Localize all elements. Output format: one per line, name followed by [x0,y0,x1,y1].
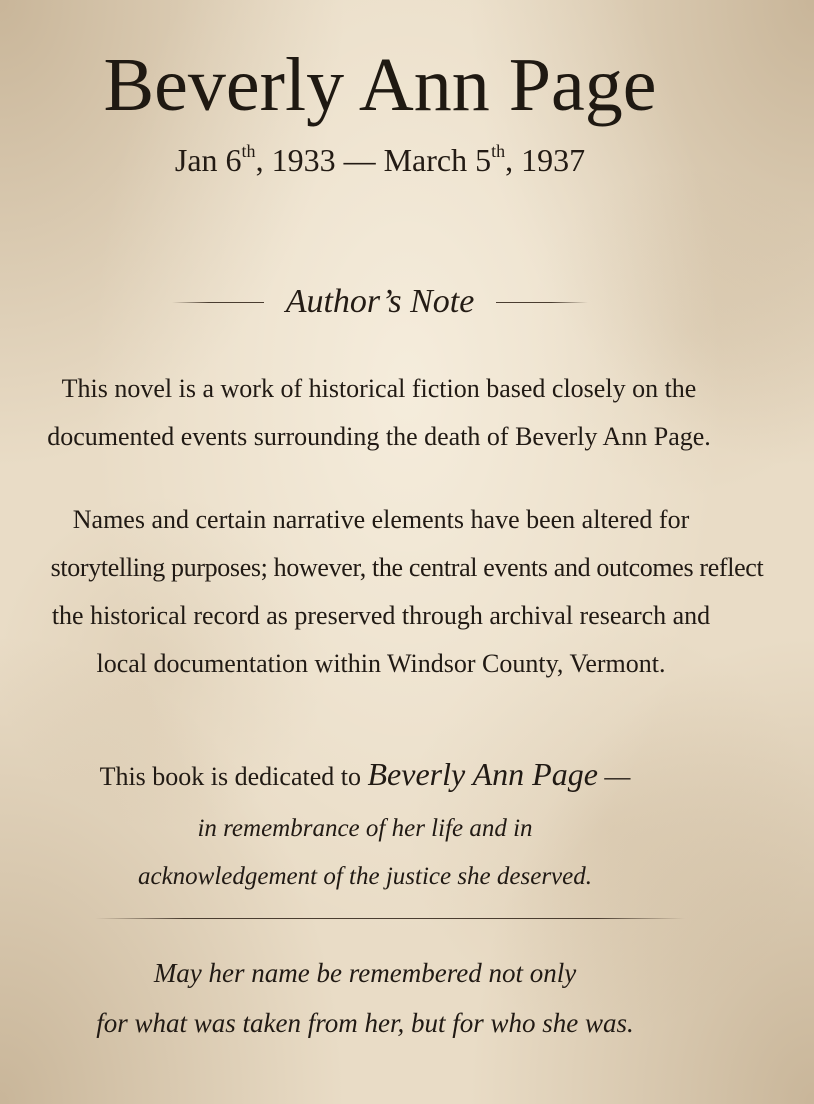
closing-line: for what was taken from her, but for who she was. [96,1008,634,1038]
paragraph-line: documented events surrounding the death of Beverly Ann Page. [47,422,711,451]
dedication-name: Beverly Ann Page [367,756,598,792]
death-year: , 1937 [505,142,586,178]
paragraph-line: the historical record as preserved through archival research and [51,601,711,630]
paragraph-line: Names and certain narrative elements have been altered for [72,505,690,534]
paragraph-line: storytelling purposes; however, the central events and outcomes reflect [50,553,764,582]
dedication-suffix: — [597,762,631,791]
heading-rule-right [496,302,588,303]
paragraph-line: This novel is a work of historical fiction based closely on the [61,374,697,403]
authors-note-paragraph-1 [0,365,786,461]
dedication-line: acknowledgement of the justice she deserved. [137,863,593,890]
section-divider [95,918,685,919]
date-separator: — [335,142,384,178]
life-dates [0,138,760,182]
authors-note-heading-row [0,278,760,326]
birth-year: , 1933 [255,142,336,178]
dedication-prefix: This book is dedicated to [99,762,368,791]
dedication-intro [0,750,730,801]
death-ordinal-suffix: th [491,141,506,161]
closing-verse [0,948,730,1048]
page-title: Beverly Ann Page [103,43,657,127]
dedication-line: in remembrance of her life and in [197,815,533,842]
paragraph-line: local documentation within Windsor County, Vermont. [96,649,666,678]
birth-date: Jan 6 [174,142,242,178]
dedication [0,750,730,901]
death-date: March 5 [383,142,492,178]
closing-line: May her name be remembered not only [153,958,577,988]
authors-note-paragraph-2 [0,496,788,688]
birth-ordinal-suffix: th [241,141,256,161]
authors-note-heading: Author’s Note [285,283,475,320]
heading-rule-left [172,302,264,303]
